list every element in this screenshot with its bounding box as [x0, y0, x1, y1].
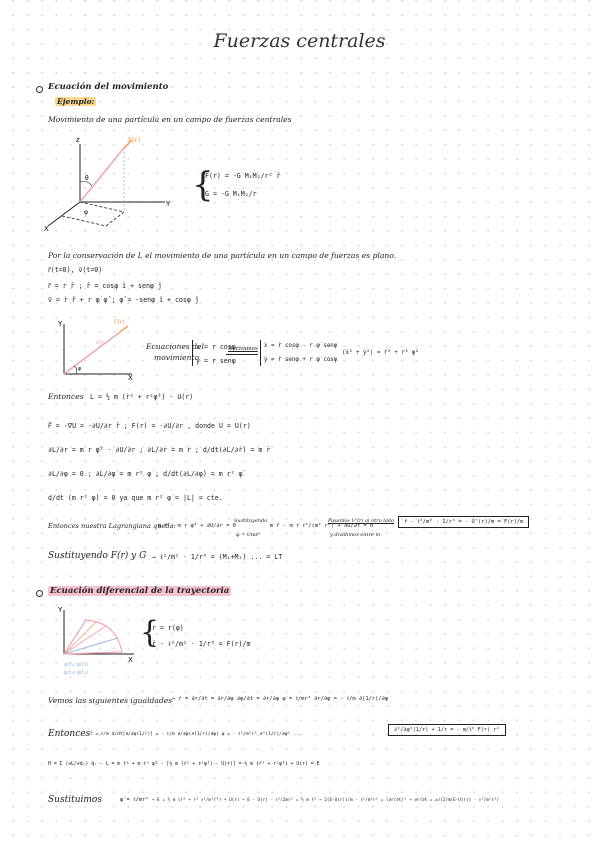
force-label-2: F(r)	[114, 319, 125, 326]
bullet-icon-2	[36, 590, 43, 597]
divider-line-2	[260, 340, 261, 366]
derived-y: ẏ = ṙ senφ + r φ̇ cosφ	[264, 357, 338, 363]
partials-r: ∂L/∂r = m r φ̇² - ∂U/∂r ; ∂L/∂ṙ = m ṙ ; d/dt(∂L/∂ṙ) = m r̈	[48, 446, 271, 454]
page-title: Fuerzas centrales	[213, 30, 386, 52]
motion-x: x = r cosφ	[196, 343, 236, 351]
phi-times-b: φ(t₃) φ(t₄)	[64, 670, 88, 676]
initial-conditions: r⃗(t=0), v⃗(t=0)	[48, 266, 103, 274]
brace-icon-2: {	[140, 615, 160, 650]
lagrangian-eq: L = ½ m (ṙ² + r²φ̇²) - U(r)	[90, 393, 194, 401]
angular-momentum-conservation: d/dt (m r² φ̇) = 0 ya que m r² φ̇ = |L| = cte.	[48, 494, 223, 502]
arrow-line	[226, 354, 258, 355]
bullet-icon	[36, 86, 43, 93]
axis-y-label-3: Y	[58, 606, 63, 614]
axis-y-label-2: Y	[58, 320, 63, 328]
system-eq-force: F(r) = -G M₁M₂/r² r̂	[205, 172, 281, 180]
derive-label: Derivamos	[228, 346, 258, 352]
then-label: Entonces	[48, 392, 84, 401]
motion-y: y = r senφ	[196, 357, 236, 365]
subst-sub: φ̇ = ℓ/mr²	[236, 532, 261, 538]
then-equation: r̈ = ℓ/m d/dt[∂/∂φ(1/r)] = - ℓ/m ∂/∂φ(∂(1/r)/∂φ) φ̇ = - ℓ²/m²r² ∂²(1/r)/∂φ² ...	[90, 732, 302, 737]
section-heading-trajectory: Ecuación diferencial de la trayectoria	[50, 586, 230, 596]
vector-label: F(r)	[128, 136, 141, 144]
derived-x: ẋ = ṙ cosφ - r φ̇ senφ	[264, 343, 338, 349]
r-label: r(t)	[96, 340, 104, 346]
axis-z-label: z	[76, 136, 80, 144]
equalities-equation: → ṙ = ∂r/∂t = ∂r/∂φ ∂φ/∂t = ∂r/∂φ φ̇ = ℓ/mr² ∂r/∂φ = - ℓ/m ∂(1/r)/∂φ	[172, 696, 389, 702]
pass-label-2: y dividimos entre m	[330, 532, 381, 538]
energy-equation: → E = ½ m (ṙ² + r² ℓ²/m²r⁴) + U(r) → E - U(r) - ℓ²/2mr² = ½ m ṙ² → 2(E-U(r))/m - ℓ²/m²r² = (∂r/∂t)² → ∂r/∂t = ±√(2/m(E-U(r)) - ℓ²/m²r²)	[152, 798, 500, 803]
example-text: Movimiento de una partícula en un campo de fuerzas centrales	[48, 115, 292, 124]
section-heading-motion: Ecuación del movimiento	[48, 82, 169, 92]
velocity-squared: (ẋ² + ẏ²) = ṙ² + r² φ̇²	[342, 350, 419, 356]
substitute-sub: φ̇ = ℓ/mr²	[120, 797, 149, 803]
substitute-label: Sustituimos	[48, 795, 102, 805]
axis-y-label: Y	[166, 200, 171, 208]
phi-times-a: φ(t₁) φ(t₂)	[64, 662, 88, 668]
phi-label: φ	[84, 209, 88, 216]
theta-label: θ	[85, 175, 89, 182]
substitution-text: Sustituyendo F(r) y G	[48, 551, 147, 561]
trajectory-boxed-equation: ∂²/∂φ²(1/r) + 1/r = - m/ℓ² F(r) r²	[388, 724, 506, 736]
result-text: Entonces nuestra Lagrangiana queda:	[48, 522, 176, 530]
divider-line	[192, 340, 193, 366]
motion-eq-label-2: movimiento	[154, 353, 200, 362]
trajectory-eq-1: r = r(φ)	[152, 624, 184, 632]
axis-x-label-3: X	[128, 656, 133, 664]
result-eq-2: m r̈ - m r ℓ²/(m² r⁴) + ∂U/∂r = 0	[270, 523, 374, 529]
position-equation: r⃗ = r r̂ ; r̂ = cosφ î + senφ ĵ	[48, 282, 162, 290]
substitution-equation: → ℓ²/m² · 1/r³ = (M₁+M₂) ... = LT	[152, 553, 283, 561]
figure-plane-axes	[56, 318, 136, 380]
motion-eq-label-1: Ecuaciones del	[146, 342, 204, 351]
figure-3d-axes	[40, 132, 190, 232]
result-boxed-equation: r̈ - ℓ²/m² · 1/r³ = - U'(r)/m = F(r)/m	[398, 516, 529, 528]
example-label: Ejemplo:	[57, 97, 95, 106]
then-label-2: Entonces	[48, 729, 91, 739]
axis-x-label: X	[44, 225, 49, 232]
equalities-text: Vemos las siguientes igualdades	[48, 696, 173, 705]
phi-label-2: φ	[78, 366, 82, 372]
hamiltonian-equation: H = Σ (∂L/∂q̇ᵢ) q̇ᵢ - L = m ṙ² + m r² φ̇² - [½ m (ṙ² + r²φ̇²) - U(r)] = ½ m (ṙ² + r²φ̇²) + U(r) = E	[48, 762, 320, 767]
partials-phi: ∂L/∂φ = 0 ; ∂L/∂φ̇ = m r² φ̇ ; d/dt(∂L/∂φ̇) = m r² φ̈	[48, 470, 243, 478]
system-eq-potential: G = -G M₁M₂/r	[205, 190, 257, 198]
pass-label: Pasamos U'(r) al otro lado	[328, 518, 395, 524]
axis-x-label-2: X	[128, 374, 133, 380]
force-gradient-eq: F⃗ = -∇⃗U = -∂U/∂r r̂ ; F(r) = -∂U/∂r , donde U = U(r)	[48, 422, 251, 430]
brace-icon: {	[192, 165, 214, 205]
subst-label: Sustituyendo	[234, 518, 268, 524]
result-eq-1: m r̈ - m r φ̇² + ∂U/∂r = 0	[158, 523, 236, 529]
plane-motion-text: Por la conservación de L el movimiento de una partícula en un campo de fuerzas es plano.	[48, 251, 397, 260]
figure-trajectory	[56, 606, 146, 678]
trajectory-eq-2: r̈ - ℓ²/m² · 1/r³ = F(r)/m	[152, 640, 251, 648]
velocity-equation: v⃗ = ṙ r̂ + r φ̇ φ̂ ; φ̂ = -senφ î + cosφ ĵ	[48, 296, 199, 304]
